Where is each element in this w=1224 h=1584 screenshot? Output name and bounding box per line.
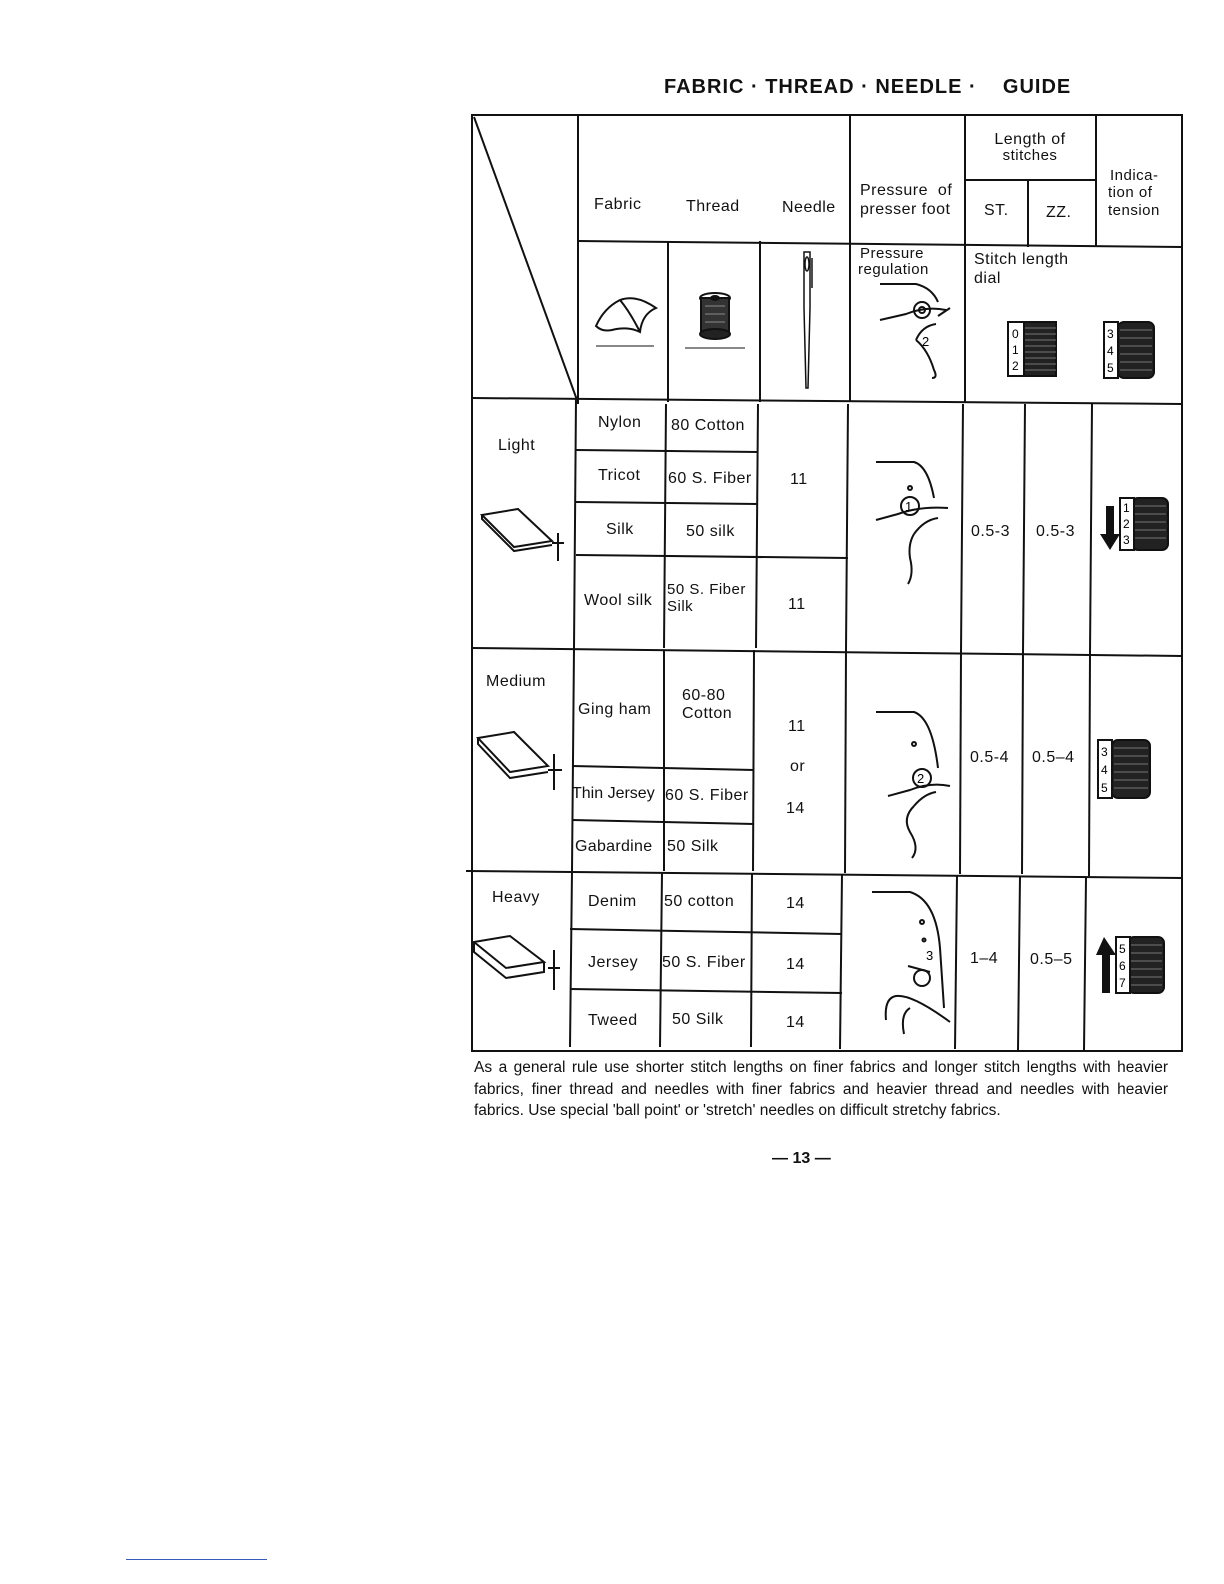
heavy-tension-num-5: 5 (1119, 942, 1126, 956)
zz-medium: 0.5–4 (1032, 749, 1075, 766)
fabric-gabardine: Gabardine (575, 838, 653, 855)
fabric-tricot: Tricot (598, 467, 641, 484)
fabric-thinjersey: Thin Jersey (572, 785, 655, 802)
stitch-length-dial-line1: Stitch length (974, 251, 1069, 268)
heavy-presser-dial-icon (870, 888, 958, 1038)
stitch-dial-num-2: 2 (1012, 359, 1019, 373)
st-medium: 0.5-4 (970, 749, 1009, 766)
footer-rule (126, 1559, 267, 1560)
medium-tension-num-3: 3 (1101, 745, 1108, 759)
stitch-dial-num-0: 0 (1012, 327, 1019, 341)
light-tension-num-3: 3 (1123, 533, 1130, 547)
medium-tension-num-5: 5 (1101, 781, 1108, 795)
header-st: ST. (984, 202, 1009, 219)
thread-denim: 50 cotton (664, 893, 735, 910)
arrow-down-icon (1100, 506, 1120, 550)
heavy-tension-num-6: 6 (1119, 959, 1126, 973)
tension-dial-icon (1100, 318, 1158, 382)
medium-tension-num-4: 4 (1101, 763, 1108, 777)
stitch-length-dial-icon (1004, 318, 1060, 380)
arrow-up-icon (1096, 937, 1116, 993)
st-heavy: 1–4 (970, 950, 999, 967)
needle-denim: 14 (786, 895, 805, 912)
light-fabric-icon (478, 505, 570, 565)
stitch-length-dial-line2: dial (974, 270, 1001, 287)
header-pressure-line1: Pressure of (860, 182, 953, 199)
heavy-pressure-number: 3 (926, 948, 934, 963)
fabric-gingham: Ging ham (578, 701, 652, 718)
thread-gingham-line2: Cotton (682, 705, 733, 722)
page-title: FABRIC · THREAD · NEEDLE · GUIDE (664, 76, 1072, 98)
needle-medium-line1: 11 (788, 718, 806, 735)
thread-thinjersey: 60 S. Fiber (665, 787, 749, 804)
weight-heavy: Heavy (492, 889, 540, 906)
zz-heavy: 0.5–5 (1030, 951, 1073, 968)
thread-gingham-line1: 60-80 (682, 687, 726, 704)
fabric-jersey: Jersey (588, 954, 639, 971)
fabric-woolsilk: Wool silk (584, 592, 653, 609)
needle-medium-line2: or (790, 758, 806, 775)
fabric-denim: Denim (588, 893, 637, 910)
heavy-fabric-icon (470, 932, 566, 992)
header-needle: Needle (782, 199, 836, 216)
header-pressure-dial-number: 2 (922, 334, 930, 349)
thread-woolsilk-line1: 50 S. Fiber (667, 581, 746, 598)
medium-presser-dial-icon (874, 708, 964, 860)
needle-jersey: 14 (786, 956, 805, 973)
fabric-silk: Silk (606, 521, 634, 538)
needle-woolsilk: 11 (788, 596, 806, 613)
tension-dial-num-5: 5 (1107, 361, 1114, 375)
light-tension-num-1: 1 (1123, 501, 1130, 515)
thread-tweed: 50 Silk (672, 1011, 724, 1028)
header-thread: Thread (686, 198, 740, 215)
medium-fabric-icon (474, 728, 568, 794)
needle-light-a: 11 (790, 471, 808, 488)
medium-tension-dial-icon (1094, 736, 1158, 802)
thread-tricot: 60 S. Fiber (668, 470, 752, 487)
header-zz: ZZ. (1046, 204, 1072, 221)
tension-dial-num-4: 4 (1107, 344, 1114, 358)
header-length-line1: Length of (994, 131, 1066, 148)
zz-light: 0.5-3 (1036, 523, 1075, 540)
thread-silk: 50 silk (686, 523, 735, 540)
needle-medium-line3: 14 (786, 800, 805, 817)
page-number: — 13 — (772, 1150, 831, 1167)
thread-nylon: 80 Cotton (671, 417, 745, 434)
pressure-regulation-line1: Pressure (860, 245, 925, 262)
fabric-nylon: Nylon (598, 414, 642, 431)
light-pressure-number: 1 (905, 499, 913, 514)
light-tension-dial-icon (1096, 494, 1172, 554)
header-pressure-line2: presser foot (860, 201, 951, 218)
light-tension-num-2: 2 (1123, 517, 1130, 531)
header-tension-line1: Indica- (1110, 167, 1159, 184)
thread-gabardine: 50 Silk (667, 838, 719, 855)
heavy-tension-dial-icon (1094, 933, 1168, 997)
header-tension-line2: tion of (1108, 184, 1153, 201)
fabric-tweed: Tweed (588, 1012, 638, 1029)
needle-tweed: 14 (786, 1014, 805, 1031)
stitch-dial-num-1: 1 (1012, 343, 1019, 357)
header-tension-line3: tension (1108, 202, 1160, 219)
fabric-swatch-icon (590, 290, 660, 350)
header-length-line2: stitches (1002, 147, 1058, 164)
needle-icon (796, 248, 818, 394)
light-presser-dial-icon (874, 458, 964, 588)
header-fabric: Fabric (594, 196, 642, 213)
pressure-regulation-line2: regulation (858, 261, 929, 278)
thread-spool-icon (683, 288, 747, 350)
thread-woolsilk-line2: Silk (667, 598, 694, 615)
weight-light: Light (498, 437, 536, 454)
medium-pressure-number: 2 (917, 771, 925, 786)
weight-medium: Medium (486, 673, 546, 690)
presser-foot-dial-icon (876, 280, 966, 380)
tension-dial-num-3: 3 (1107, 327, 1114, 341)
heavy-tension-num-7: 7 (1119, 976, 1126, 990)
thread-jersey: 50 S. Fiber (662, 954, 746, 971)
general-rule-note: As a general rule use shorter stitch lengths on finer fabrics and longer stitch lengths with heavier fabrics, finer thread and needles with finer fabrics and heavier thread and needles with heavier fabrics. Use special 'ball point' or 'stretch' needles on difficult stretchy fabrics. (474, 1059, 1168, 1119)
st-light: 0.5-3 (971, 523, 1010, 540)
